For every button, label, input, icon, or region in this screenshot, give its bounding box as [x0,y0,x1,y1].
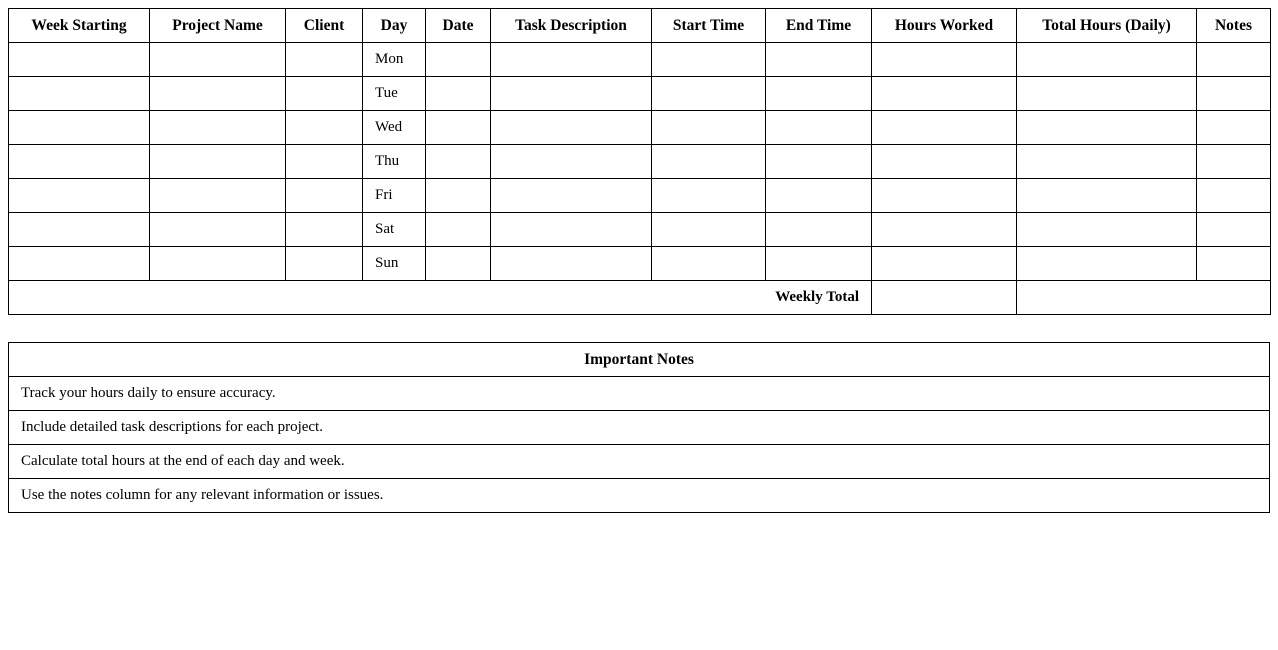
day-cell: Wed [363,111,426,145]
note-row [9,411,1270,445]
week-starting-cell[interactable] [9,43,150,77]
header-client: Client [286,9,363,43]
start-time-cell[interactable] [652,111,766,145]
hours-worked-cell[interactable] [872,43,1017,77]
total-hours-daily-cell[interactable] [1017,111,1197,145]
project-name-cell[interactable] [150,213,286,247]
notes-cell[interactable] [1197,145,1271,179]
task-description-cell[interactable] [491,111,652,145]
note-item: Calculate total hours at the end of each day and week. [9,445,1270,479]
notes-cell[interactable] [1197,179,1271,213]
notes-header-row [9,343,1270,377]
date-cell[interactable] [426,77,491,111]
date-cell[interactable] [426,43,491,77]
hours-worked-cell[interactable] [872,77,1017,111]
start-time-cell[interactable] [652,77,766,111]
client-cell[interactable] [286,213,363,247]
week-starting-cell[interactable] [9,77,150,111]
weekly-total-row [9,281,1271,315]
date-cell[interactable] [426,247,491,281]
header-date: Date [426,9,491,43]
notes-cell[interactable] [1197,43,1271,77]
start-time-cell[interactable] [652,43,766,77]
total-hours-daily-cell[interactable] [1017,179,1197,213]
note-row [9,479,1270,513]
start-time-cell[interactable] [652,145,766,179]
start-time-cell[interactable] [652,247,766,281]
start-time-cell[interactable] [652,179,766,213]
project-name-cell[interactable] [150,111,286,145]
header-end-time: End Time [766,9,872,43]
header-total-hours-daily: Total Hours (Daily) [1017,9,1197,43]
project-name-cell[interactable] [150,179,286,213]
note-row [9,377,1270,411]
table-row [9,77,1271,111]
total-hours-daily-cell[interactable] [1017,213,1197,247]
task-description-cell[interactable] [491,145,652,179]
total-hours-daily-cell[interactable] [1017,145,1197,179]
notes-cell[interactable] [1197,77,1271,111]
weekly-total-extra-cell[interactable] [1017,281,1271,315]
end-time-cell[interactable] [766,145,872,179]
table-row [9,145,1271,179]
note-item: Track your hours daily to ensure accuracy. [9,377,1270,411]
task-description-cell[interactable] [491,247,652,281]
day-cell: Sat [363,213,426,247]
week-starting-cell[interactable] [9,213,150,247]
header-project-name: Project Name [150,9,286,43]
note-item: Use the notes column for any relevant information or issues. [9,479,1270,513]
notes-cell[interactable] [1197,213,1271,247]
project-name-cell[interactable] [150,247,286,281]
header-day: Day [363,9,426,43]
total-hours-daily-cell[interactable] [1017,77,1197,111]
total-hours-daily-cell[interactable] [1017,247,1197,281]
total-hours-daily-cell[interactable] [1017,43,1197,77]
end-time-cell[interactable] [766,43,872,77]
client-cell[interactable] [286,111,363,145]
header-task-description: Task Description [491,9,652,43]
project-name-cell[interactable] [150,77,286,111]
header-hours-worked: Hours Worked [872,9,1017,43]
client-cell[interactable] [286,247,363,281]
notes-cell[interactable] [1197,247,1271,281]
task-description-cell[interactable] [491,213,652,247]
hours-worked-cell[interactable] [872,145,1017,179]
end-time-cell[interactable] [766,247,872,281]
weekly-total-hours-cell[interactable] [872,281,1017,315]
day-cell: Thu [363,145,426,179]
week-starting-cell[interactable] [9,145,150,179]
client-cell[interactable] [286,179,363,213]
client-cell[interactable] [286,77,363,111]
start-time-cell[interactable] [652,213,766,247]
day-cell: Mon [363,43,426,77]
notes-title: Important Notes [9,343,1270,377]
hours-worked-cell[interactable] [872,179,1017,213]
project-name-cell[interactable] [150,145,286,179]
note-item: Include detailed task descriptions for each project. [9,411,1270,445]
task-description-cell[interactable] [491,77,652,111]
notes-cell[interactable] [1197,111,1271,145]
date-cell[interactable] [426,111,491,145]
end-time-cell[interactable] [766,213,872,247]
day-cell: Sun [363,247,426,281]
timesheet-table [8,8,1271,315]
project-name-cell[interactable] [150,43,286,77]
important-notes-table [8,342,1270,513]
hours-worked-cell[interactable] [872,213,1017,247]
day-cell: Fri [363,179,426,213]
table-row [9,213,1271,247]
note-row [9,445,1270,479]
week-starting-cell[interactable] [9,247,150,281]
end-time-cell[interactable] [766,111,872,145]
client-cell[interactable] [286,145,363,179]
hours-worked-cell[interactable] [872,111,1017,145]
table-row [9,247,1271,281]
table-row [9,179,1271,213]
header-row [9,9,1271,43]
date-cell[interactable] [426,179,491,213]
end-time-cell[interactable] [766,179,872,213]
date-cell[interactable] [426,213,491,247]
weekly-total-label: Weekly Total [9,281,872,315]
header-week-starting: Week Starting [9,9,150,43]
hours-worked-cell[interactable] [872,247,1017,281]
client-cell[interactable] [286,43,363,77]
task-description-cell[interactable] [491,179,652,213]
end-time-cell[interactable] [766,77,872,111]
table-row [9,111,1271,145]
date-cell[interactable] [426,145,491,179]
header-notes: Notes [1197,9,1271,43]
week-starting-cell[interactable] [9,111,150,145]
week-starting-cell[interactable] [9,179,150,213]
day-cell: Tue [363,77,426,111]
task-description-cell[interactable] [491,43,652,77]
header-start-time: Start Time [652,9,766,43]
table-row [9,43,1271,77]
